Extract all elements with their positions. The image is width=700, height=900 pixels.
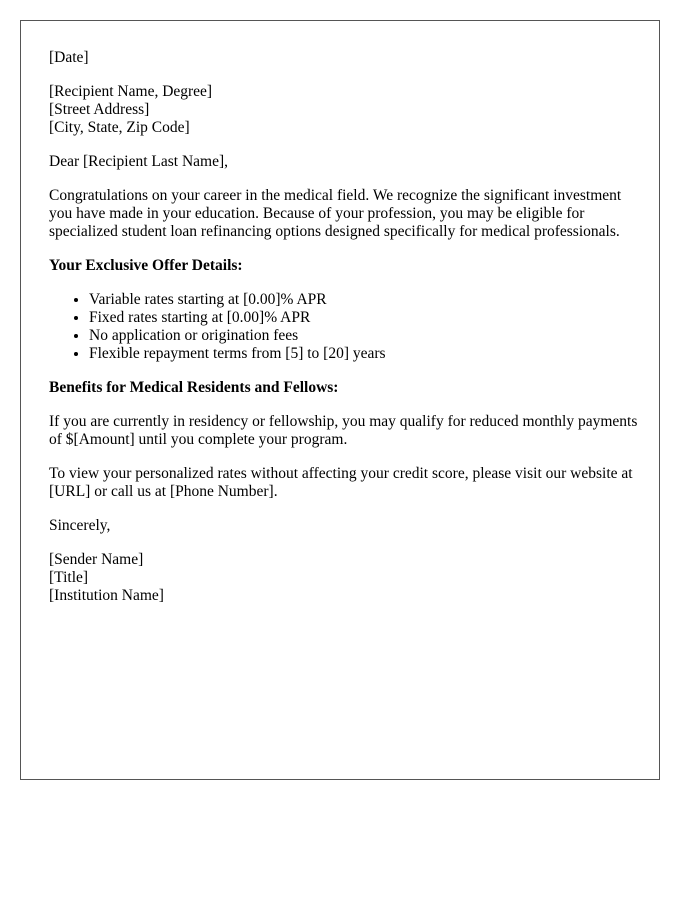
- sender-institution: [Institution Name]: [49, 587, 164, 604]
- offer-item-fixed-rate: • Fixed rates starting at [0.00]% APR: [89, 309, 639, 327]
- recipient-city-state-zip: [City, State, Zip Code]: [49, 119, 190, 136]
- sender-title: [Title]: [49, 569, 89, 586]
- letter-date: [Date]: [49, 49, 89, 66]
- intro-paragraph: Congratulations on your career in the medical field. We recognize the significant investment you have made in your education. Because of your profession, you may be eligible for specialized student loan refinancing options designed specifically for medical professionals.: [49, 187, 622, 240]
- offer-heading: Your Exclusive Offer Details:: [49, 257, 243, 274]
- recipient-name: [Recipient Name, Degree]: [49, 83, 213, 100]
- sender-name: [Sender Name]: [49, 551, 144, 568]
- salutation: Dear [Recipient Last Name],: [49, 153, 229, 170]
- offer-item-repayment-terms: • Flexible repayment terms from [5] to [20] years: [89, 345, 639, 363]
- offer-item-no-fees: • No application or origination fees: [89, 327, 639, 345]
- benefits-heading: Benefits for Medical Residents and Fellows:: [49, 379, 339, 396]
- offer-item-variable-rate: • Variable rates starting at [0.00]% APR: [89, 291, 639, 309]
- letter-page: [20, 20, 660, 780]
- recipient-address-block: [49, 83, 639, 137]
- closing: Sincerely,: [49, 517, 111, 534]
- cta-paragraph: To view your personalized rates without affecting your credit score, please visit our website at [URL] or call us at [Phone Number].: [49, 465, 633, 500]
- recipient-street: [Street Address]: [49, 101, 150, 118]
- sender-signature-block: [49, 551, 639, 605]
- offer-list: [49, 291, 639, 363]
- letter-content: [49, 49, 639, 605]
- benefits-paragraph: If you are currently in residency or fellowship, you may qualify for reduced monthly payments of $[Amount] until you complete your program.: [49, 413, 638, 448]
